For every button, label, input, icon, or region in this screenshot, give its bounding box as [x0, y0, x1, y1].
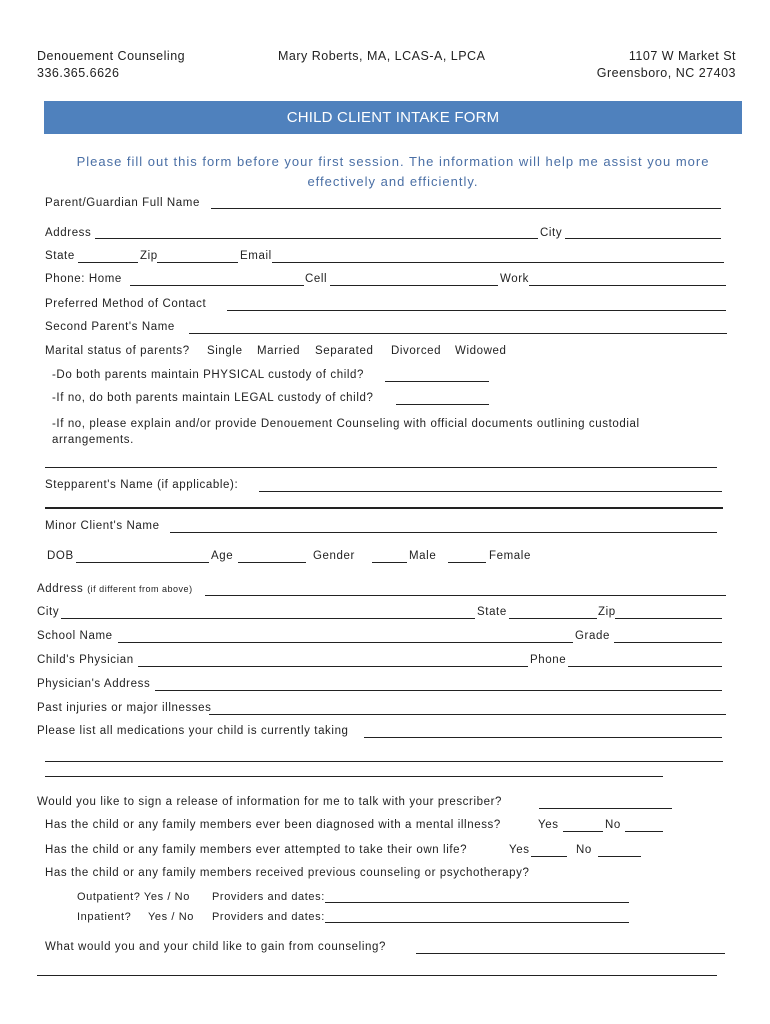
age-field[interactable] — [238, 562, 306, 563]
gender-label: Gender — [313, 550, 355, 562]
address2-note: (if different from above) — [87, 584, 193, 594]
physician-phone-field[interactable] — [568, 666, 722, 667]
inpatient-yes-no: Yes / No — [148, 911, 194, 923]
gain-label: What would you and your child like to gain from counseling? — [45, 941, 386, 953]
address2-field[interactable] — [205, 595, 726, 596]
email-label: Email — [240, 250, 272, 262]
female-label: Female — [489, 550, 531, 562]
suicide-no-label: No — [576, 844, 592, 856]
preferred-contact-field[interactable] — [227, 310, 726, 311]
practice-street: 1107 W Market St — [628, 49, 736, 63]
medications-label: Please list all medications your child is currently taking — [37, 725, 349, 737]
suicide-label: Has the child or any family members ever attempted to take their own life? — [45, 844, 468, 856]
custody-explain-field[interactable] — [45, 467, 717, 468]
marital-option-divorced[interactable]: Divorced — [391, 345, 442, 357]
male-field[interactable] — [372, 562, 407, 563]
work-label: Work — [500, 273, 530, 285]
inpatient-providers-field[interactable] — [325, 922, 629, 923]
medications-field-2[interactable] — [45, 761, 723, 762]
marital-status-label: Marital status of parents? — [45, 345, 190, 357]
mental-illness-yes-field[interactable] — [563, 831, 603, 832]
marital-option-separated[interactable]: Separated — [315, 345, 374, 357]
medications-field[interactable] — [364, 737, 722, 738]
parent-name-field[interactable] — [211, 208, 721, 209]
dob-label: DOB — [47, 550, 74, 562]
city-field[interactable] — [565, 238, 721, 239]
physician-address-label: Physician's Address — [37, 678, 151, 690]
clinician-name: Mary Roberts, MA, LCAS-A, LPCA — [278, 49, 486, 63]
minor-name-label: Minor Client's Name — [45, 520, 160, 532]
grade-field[interactable] — [614, 642, 722, 643]
zip-label: Zip — [140, 250, 158, 262]
second-parent-label: Second Parent's Name — [45, 321, 175, 333]
suicide-no-field[interactable] — [598, 856, 641, 857]
marital-option-widowed[interactable]: Widowed — [455, 345, 507, 357]
marital-option-married[interactable]: Married — [257, 345, 301, 357]
age-label: Age — [211, 550, 234, 562]
city-label: City — [540, 227, 563, 239]
city2-field[interactable] — [61, 618, 475, 619]
physical-custody-label: -Do both parents maintain PHYSICAL custody of child? — [52, 369, 365, 381]
inpatient-label: Inpatient? — [77, 911, 132, 923]
preferred-contact-label: Preferred Method of Contact — [45, 298, 207, 310]
state-label: State — [45, 250, 75, 262]
outpatient-providers-field[interactable] — [325, 902, 629, 903]
state-field[interactable] — [78, 262, 138, 263]
mental-illness-no-label: No — [605, 819, 621, 831]
outpatient-providers-label: Providers and dates: — [212, 891, 325, 903]
second-parent-field[interactable] — [189, 333, 727, 334]
stepparent-label: Stepparent's Name (if applicable): — [45, 479, 239, 491]
inpatient-providers-label: Providers and dates: — [212, 911, 325, 923]
marital-option-single[interactable]: Single — [207, 345, 243, 357]
section-divider — [45, 507, 723, 509]
physician-phone-label: Phone — [530, 654, 567, 666]
mental-illness-yes-label: Yes — [538, 819, 559, 831]
cell-label: Cell — [305, 273, 328, 285]
zip-field[interactable] — [157, 262, 238, 263]
grade-label: Grade — [575, 630, 610, 642]
address-label: Address — [45, 227, 92, 239]
mental-illness-no-field[interactable] — [625, 831, 663, 832]
form-title-banner — [44, 101, 742, 134]
physician-field[interactable] — [138, 666, 528, 667]
state2-field[interactable] — [509, 618, 597, 619]
medications-field-3[interactable] — [45, 776, 663, 777]
city2-label: City — [37, 606, 60, 618]
female-field[interactable] — [448, 562, 486, 563]
cell-field[interactable] — [330, 285, 498, 286]
stepparent-field[interactable] — [259, 491, 722, 492]
outpatient-label: Outpatient? Yes / No — [77, 891, 190, 903]
address-field[interactable] — [95, 238, 538, 239]
physician-address-field[interactable] — [155, 690, 722, 691]
suicide-yes-label: Yes — [509, 844, 530, 856]
physician-label: Child's Physician — [37, 654, 134, 666]
address2-label — [37, 583, 193, 595]
form-title: CHILD CLIENT INTAKE FORM — [286, 109, 500, 126]
state2-label: State — [477, 606, 507, 618]
parent-name-label: Parent/Guardian Full Name — [45, 197, 200, 209]
work-field[interactable] — [529, 285, 726, 286]
dob-field[interactable] — [76, 562, 209, 563]
phone-home-label: Phone: Home — [45, 273, 122, 285]
mental-illness-label: Has the child or any family members ever been diagnosed with a mental illness? — [45, 819, 501, 831]
email-field[interactable] — [272, 262, 724, 263]
practice-phone: 336.365.6626 — [37, 66, 120, 80]
physical-custody-field[interactable] — [385, 381, 489, 382]
injuries-label: Past injuries or major illnesses — [37, 702, 212, 714]
gain-field[interactable] — [416, 953, 725, 954]
address2-text: Address — [37, 583, 84, 595]
legal-custody-label: -If no, do both parents maintain LEGAL custody of child? — [52, 392, 374, 404]
minor-name-field[interactable] — [170, 532, 717, 533]
school-field[interactable] — [118, 642, 573, 643]
gain-field-2[interactable] — [37, 975, 717, 976]
male-label: Male — [409, 550, 437, 562]
custody-explain-label: -If no, please explain and/or provide Denouement Counseling with official documents outlining custodial arrangements. — [52, 418, 640, 446]
counseling-label: Has the child or any family members received previous counseling or psychotherapy? — [45, 867, 530, 879]
intro-text: Please fill out this form before your first session. The information will help me assist you more effectively and efficiently. — [76, 154, 710, 189]
suicide-yes-field[interactable] — [531, 856, 567, 857]
injuries-field[interactable] — [209, 714, 726, 715]
zip2-field[interactable] — [615, 618, 722, 619]
legal-custody-field[interactable] — [396, 404, 489, 405]
release-label: Would you like to sign a release of information for me to talk with your prescriber? — [37, 796, 503, 808]
phone-home-field[interactable] — [130, 285, 304, 286]
release-field[interactable] — [539, 808, 672, 809]
practice-city: Greensboro, NC 27403 — [596, 66, 736, 80]
school-label: School Name — [37, 630, 113, 642]
practice-name: Denouement Counseling — [37, 49, 186, 63]
zip2-label: Zip — [598, 606, 616, 618]
